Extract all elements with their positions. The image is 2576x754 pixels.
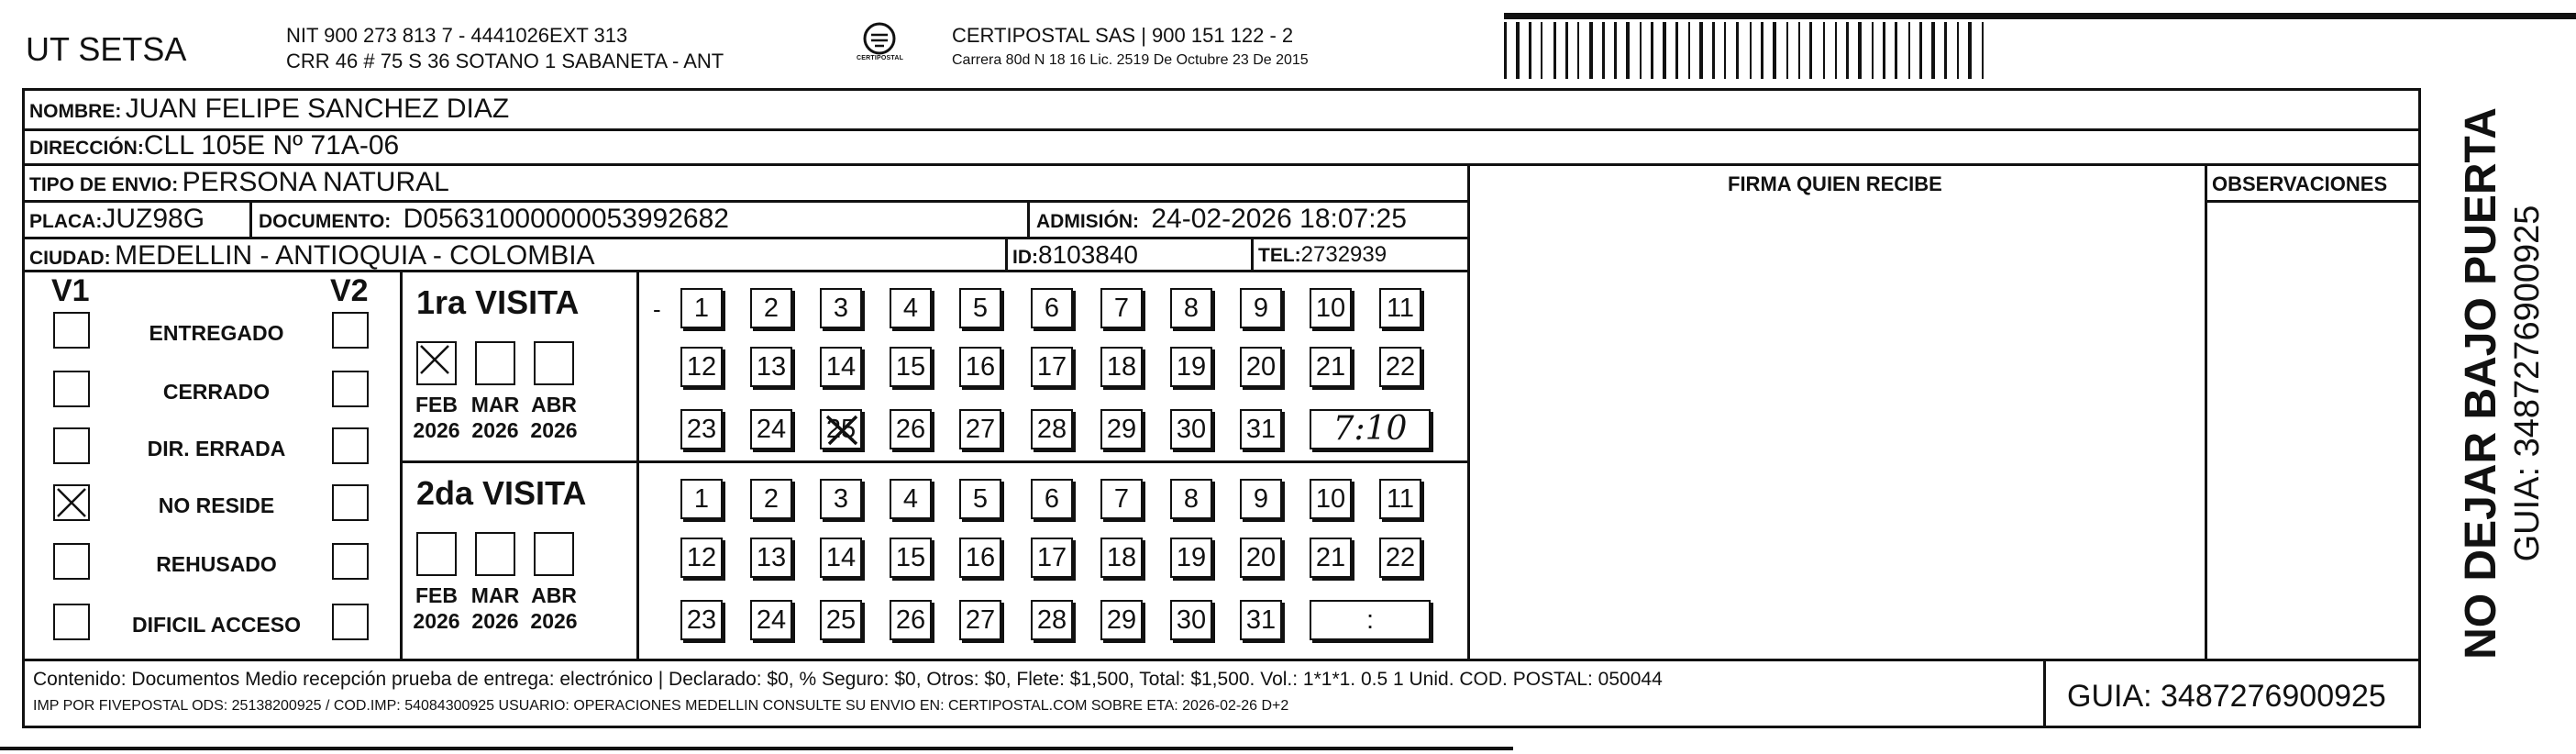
time-box[interactable]: :: [1310, 600, 1431, 640]
scribble-mark-icon: [822, 411, 862, 460]
certipostal-logo-icon: [857, 22, 902, 70]
address-value: CLL 105E Nº 71A-06: [143, 130, 400, 161]
footer-content: Contenido: Documentos Medio recepción prueba de entrega: electrónico | Declarado: $0, % Seguro: $0, Otros: $0, Flete: $1,500, Total: $1,500. Vol.: 1*1*1. 0.5 1 Unid. COD. POSTAL: 050044: [33, 669, 1663, 690]
day-box[interactable]: 13: [750, 347, 792, 387]
tel-label: TEL:: [1258, 245, 1301, 266]
month-label: [466, 393, 525, 443]
day-box[interactable]: 2: [750, 288, 792, 328]
day-box[interactable]: 11: [1379, 288, 1421, 328]
day-box[interactable]: 23: [680, 600, 723, 640]
v2-label: V2: [330, 273, 369, 308]
day-box[interactable]: 12: [680, 538, 723, 578]
month-label: [525, 583, 583, 634]
day-box[interactable]: 22: [1379, 347, 1421, 387]
month-name: MAR: [470, 583, 520, 607]
day-box[interactable]: 14: [820, 538, 862, 578]
visit-title: 1ra VISITA: [416, 283, 580, 321]
certipostal-name: CERTIPOSTAL SAS | 900 151 122 - 2: [952, 24, 1294, 47]
name-label: NOMBRE:: [29, 101, 122, 122]
month-name: FEB: [415, 393, 458, 416]
admission-value: 24-02-2026 18:07:25: [1151, 204, 1407, 234]
day-box[interactable]: 31: [1240, 600, 1282, 640]
barcode: [1504, 13, 2238, 83]
day-box[interactable]: 22: [1379, 538, 1421, 578]
day-box[interactable]: 26: [890, 409, 932, 449]
day-box[interactable]: 13: [750, 538, 792, 578]
day-box[interactable]: 8: [1170, 479, 1212, 519]
day-box[interactable]: 20: [1240, 538, 1282, 578]
day-box[interactable]: 18: [1100, 347, 1143, 387]
day-box[interactable]: 9: [1240, 288, 1282, 328]
day-box[interactable]: 24: [750, 600, 792, 640]
address-label: DIRECCIÓN:: [29, 138, 144, 159]
month-label: [525, 393, 583, 443]
v1-checkbox[interactable]: [53, 427, 90, 464]
day-box[interactable]: 30: [1170, 600, 1212, 640]
day-box[interactable]: 18: [1100, 538, 1143, 578]
month-checkbox[interactable]: [416, 532, 457, 576]
certipostal-license: Carrera 80d N 18 16 Lic. 2519 De Octubre 23 De 2015: [952, 52, 1309, 68]
x-mark-icon: [55, 486, 88, 519]
day-box[interactable]: 8: [1170, 288, 1212, 328]
day-box[interactable]: 7: [1100, 288, 1143, 328]
v1-checkbox[interactable]: [53, 371, 90, 407]
day-box[interactable]: 29: [1100, 409, 1143, 449]
v2-checkbox[interactable]: [332, 484, 369, 521]
day-box[interactable]: 20: [1240, 347, 1282, 387]
company-nit: NIT 900 273 813 7 - 4441026EXT 313: [286, 24, 628, 47]
day-box[interactable]: 6: [1031, 288, 1073, 328]
v1-label: V1: [51, 273, 90, 308]
day-box[interactable]: 31: [1240, 409, 1282, 449]
id-label: ID:: [1012, 247, 1038, 268]
month-year: 2026: [530, 417, 578, 442]
city-value: MEDELLIN - ANTIOQUIA - COLOMBIA: [115, 240, 595, 271]
month-checkbox[interactable]: [534, 532, 574, 576]
day-box[interactable]: 25: [820, 409, 862, 449]
day-box[interactable]: 15: [890, 347, 932, 387]
footer-imp: IMP POR FIVEPOSTAL ODS: 25138200925 / COD.IMP: 54084300925 USUARIO: OPERACIONES MEDELLIN CONSULTE SU ENVIO EN: CERTIPOSTAL.COM SOBRE ETA: 2026-02-26 D+2: [33, 698, 1289, 714]
type-label: TIPO DE ENVIO:: [29, 174, 179, 195]
month-name: FEB: [415, 583, 458, 607]
month-year: 2026: [413, 608, 460, 633]
status-reason-label: REHUSADO: [156, 552, 277, 576]
day-box[interactable]: 3: [820, 288, 862, 328]
month-checkbox[interactable]: [475, 341, 515, 385]
logo-text: CERTIPOSTAL: [857, 55, 904, 61]
day-box[interactable]: 17: [1031, 347, 1073, 387]
visit-title: 2da VISITA: [416, 474, 587, 512]
day-box[interactable]: 26: [890, 600, 932, 640]
status-reason-label: DIR. ERRADA: [147, 437, 286, 460]
day-box[interactable]: 28: [1031, 409, 1073, 449]
city-label: CIUDAD:: [29, 248, 111, 269]
day-box[interactable]: 30: [1170, 409, 1212, 449]
plate-label: PLACA:: [29, 211, 103, 232]
day-box[interactable]: 21: [1310, 538, 1352, 578]
v2-checkbox[interactable]: [332, 427, 369, 464]
day-box[interactable]: 27: [959, 600, 1001, 640]
day-box[interactable]: 5: [959, 288, 1001, 328]
day-box[interactable]: 28: [1031, 600, 1073, 640]
day-box[interactable]: 7: [1100, 479, 1143, 519]
plate-value: JUZ98G: [102, 204, 205, 234]
day-box[interactable]: 19: [1170, 538, 1212, 578]
document-value: D05631000000053992682: [403, 204, 729, 234]
day-box[interactable]: 19: [1170, 347, 1212, 387]
status-reason-label: NO RESIDE: [158, 493, 275, 517]
v2-checkbox[interactable]: [332, 371, 369, 407]
day-box[interactable]: 25: [820, 600, 862, 640]
v2-checkbox[interactable]: [332, 312, 369, 349]
day-box[interactable]: 21: [1310, 347, 1352, 387]
v2-checkbox[interactable]: [332, 604, 369, 640]
v1-checkbox[interactable]: [53, 543, 90, 580]
month-name: ABR: [531, 583, 577, 607]
month-label: [407, 583, 466, 634]
day-box[interactable]: 10: [1310, 288, 1352, 328]
day-box[interactable]: 2: [750, 479, 792, 519]
day-box[interactable]: 1: [680, 288, 723, 328]
day-box[interactable]: 14: [820, 347, 862, 387]
name-value: JUAN FELIPE SANCHEZ DIAZ: [125, 94, 510, 124]
observations-header: OBSERVACIONES: [2212, 172, 2388, 195]
day-box[interactable]: 17: [1031, 538, 1073, 578]
status-reason-label: ENTREGADO: [149, 321, 284, 345]
month-name: ABR: [531, 393, 577, 416]
month-year: 2026: [471, 608, 519, 633]
day-box[interactable]: 11: [1379, 479, 1421, 519]
day-box[interactable]: 12: [680, 347, 723, 387]
type-value: PERSONA NATURAL: [182, 167, 449, 197]
status-reason-label: CERRADO: [162, 380, 271, 404]
day-box[interactable]: 10: [1310, 479, 1352, 519]
document-label: DOCUMENTO:: [259, 211, 392, 232]
month-checkbox[interactable]: [416, 341, 457, 385]
month-checkbox[interactable]: [534, 341, 574, 385]
admission-label: ADMISIÓN:: [1036, 211, 1139, 232]
month-year: 2026: [530, 608, 578, 633]
month-label: [466, 583, 525, 634]
v1-checkbox[interactable]: [53, 604, 90, 640]
day-box[interactable]: 15: [890, 538, 932, 578]
month-checkbox[interactable]: [475, 532, 515, 576]
day-box[interactable]: 4: [890, 288, 932, 328]
company-address: CRR 46 # 75 S 36 SOTANO 1 SABANETA - ANT: [286, 50, 724, 72]
side-guia: GUIA: 3487276900925: [2508, 205, 2547, 562]
day-box[interactable]: 6: [1031, 479, 1073, 519]
v1-checkbox[interactable]: [53, 312, 90, 349]
day-box[interactable]: 3: [820, 479, 862, 519]
tel-value: 2732939: [1300, 242, 1388, 267]
day-box[interactable]: 23: [680, 409, 723, 449]
time-box[interactable]: 7:10: [1310, 409, 1431, 449]
status-reason-label: DIFICIL ACCESO: [131, 613, 301, 637]
side-warning: NO DEJAR BAJO PUERTA: [2457, 107, 2505, 660]
company-name: UT SETSA: [26, 30, 187, 68]
day-box[interactable]: 9: [1240, 479, 1282, 519]
month-label: [407, 393, 466, 443]
v2-checkbox[interactable]: [332, 543, 369, 580]
x-mark-icon: [418, 343, 451, 376]
day-box[interactable]: 16: [959, 347, 1001, 387]
month-name: MAR: [470, 393, 520, 416]
month-year: 2026: [471, 417, 519, 442]
day-box[interactable]: 5: [959, 479, 1001, 519]
day-box[interactable]: 1: [680, 479, 723, 519]
month-year: 2026: [413, 417, 460, 442]
dash-mark: -: [653, 295, 661, 323]
footer-guia: GUIA: 3487276900925: [2067, 679, 2386, 714]
day-box[interactable]: 29: [1100, 600, 1143, 640]
day-box[interactable]: 27: [959, 409, 1001, 449]
id-value: 8103840: [1038, 240, 1139, 269]
day-box[interactable]: 24: [750, 409, 792, 449]
day-box[interactable]: 16: [959, 538, 1001, 578]
v1-checkbox[interactable]: [53, 484, 90, 521]
signature-header: FIRMA QUIEN RECIBE: [1728, 172, 1942, 195]
day-box[interactable]: 4: [890, 479, 932, 519]
